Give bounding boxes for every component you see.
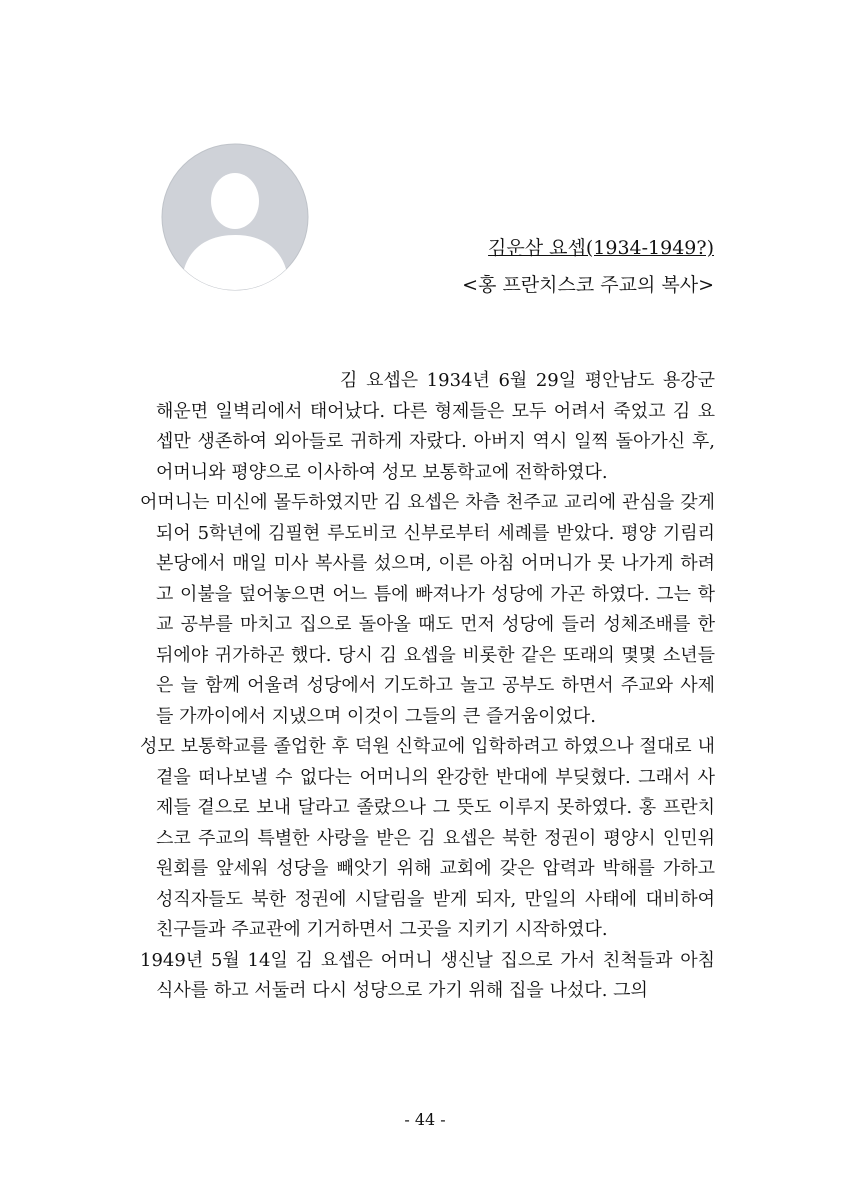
page-subtitle: <홍 프란치스코 주교의 복사> xyxy=(462,274,714,296)
paragraph: 성모 보통학교를 졸업한 후 덕원 신학교에 입학하려고 하였으나 절대로 내 곁을 떠나보낼 수 없다는 어머니의 완강한 반대에 부딪혔다. 그래서 사제들 곁으로 보내 달라고 졸랐으나 그 뜻도 이루지 못하였다. 홍 프란치스코 주교의 특별한 사랑을 받은 김 요셉은 북한 정권이 평양시 인민위원회를 앞세워 성당을 빼앗기 위해 교회에 갖은 압력과 박해를 가하고 성직자들도 북한 정권에 시달림을 받게 되자, 만일의 사태에 대비하여 친구들과 주교관에 기거하면서 그곳을 지키기 시작하였다. xyxy=(140,736,715,940)
paragraph: 어머니는 미신에 몰두하였지만 김 요셉은 차츰 천주교 교리에 관심을 갖게 되어 5학년에 김필현 루도비코 신부로부터 세례를 받았다. 평양 기림리 본당에서 매일 미사 복사를 섰으며, 이른 아침 어머니가 못 나가게 하려고 이불을 덮어놓으면 어느 틈에 빠져나가 성당에 가곤 하였다. 그는 학교 공부를 마치고 집으로 돌아올 때도 먼저 성당에 들러 성체조배를 한 뒤에야 귀가하곤 했다. 당시 김 요셉을 비롯한 같은 또래의 몇몇 소년들은 늘 함께 어울려 성당에서 기도하고 놀고 공부도 하면서 주교와 사제들 가까이에서 지냈으며 이것이 그들의 큰 즐거움이었다. xyxy=(140,492,715,727)
paragraph: 김 요셉은 1934년 6월 29일 평안남도 용강군 해운면 일벽리에서 태어났다. 다른 형제들은 모두 어려서 죽었고 김 요셉만 생존하여 외아들로 귀하게 자랐다. 아버지 역시 일찍 돌아가신 후, 어머니와 평양으로 이사하여 성모 보통학교에 전학하였다. xyxy=(156,370,715,483)
paragraph: 1949년 5월 14일 김 요셉은 어머니 생신날 집으로 가서 친척들과 아침 식사를 하고 서둘러 다시 성당으로 가기 위해 집을 나섰다. 그의 xyxy=(140,949,715,1001)
body-text xyxy=(140,366,715,1007)
page-number: - 44 - xyxy=(404,1110,446,1129)
page-title: 김운삼 요셉(1934-1949?) xyxy=(488,237,714,259)
portrait-placeholder-icon xyxy=(161,143,309,291)
